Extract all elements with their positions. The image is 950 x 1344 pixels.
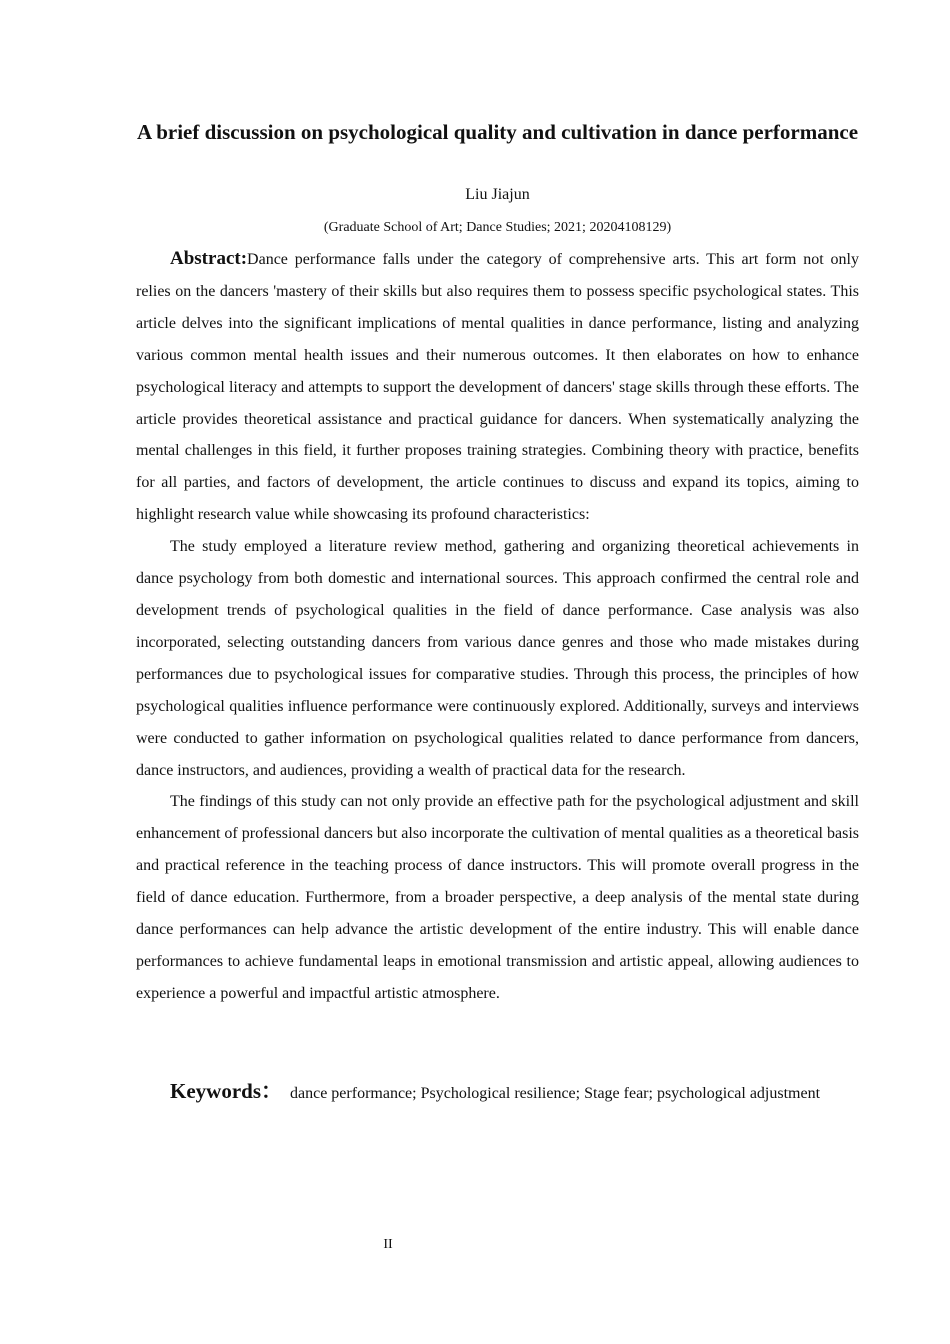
abstract-paragraph-3: The findings of this study can not only provide an effective path for the psychological adjustment and skill enhancement of professional dancers but also incorporate the cultivation of mental qualities as a theoretical basis and practical reference in the teaching process of dance instructors. This will promote overall progress in the field of dance education. Furthermore, from a broader perspective, a deep analysis of the mental state during dance performances can help advance the artistic development of the entire industry. This will enable dance performances to achieve fundamental leaps in emotional transmission and artistic appeal, allowing audiences to experience a powerful and impactful artistic atmosphere. (136, 793, 859, 1002)
page-number: II (383, 1237, 393, 1252)
abstract-paragraph-2: The study employed a literature review method, gathering and organizing theoretical achievements in dance psychology from both domestic and international sources. This approach confirmed the central role and development trends of psychological qualities in the field of dance performance. Case analysis was also incorporated, selecting outstanding dancers from various dance genres and those who made mistakes during performances due to psychological issues for comparative studies. Through this process, the principles of how psychological qualities influence performance were continuously explored. Additionally, surveys and interviews were conducted to gather information on psychological qualities related to dance performance from dancers, dance instructors, and audiences, providing a wealth of practical data for the research. (136, 538, 859, 779)
abstract-label: Abstract: (170, 248, 248, 269)
keywords-text: dance performance; Psychological resilience; Stage fear; psychological adjustment (290, 1085, 821, 1102)
keywords-label: Keywords (170, 1079, 261, 1103)
abstract-section (136, 243, 859, 1010)
abstract-paragraph-1 (136, 243, 859, 531)
keywords-colon: ： (261, 1079, 282, 1103)
paper-title: A brief discussion on psychological quality and cultivation in dance performance (136, 120, 859, 144)
author-affiliation: (Graduate School of Art; Dance Studies; 2021; 20204108129) (323, 220, 672, 235)
keywords-line (170, 1075, 870, 1110)
author-name: Liu Jiajun (465, 186, 530, 203)
abstract-paragraph-1-text: Dance performance falls under the category of comprehensive arts. This art form not only relies on the dancers 'mastery of their skills but also requires them to possess specific psychological states. This article delves into the significant implications of mental qualities in dance performance, listing and analyzing various common mental health issues and their numerous outcomes. It then elaborates on how to enhance psychological literacy and attempts to support the development of dancers' stage skills through these efforts. The article provides theoretical assistance and practical guidance for dancers. When systematically analyzing the mental challenges in this field, it further proposes training strategies. Combining theory with practice, benefits for all parties, and factors of development, the article continues to discuss and expand its topics, aiming to highlight research value while showcasing its profound characteristics: (136, 251, 859, 524)
